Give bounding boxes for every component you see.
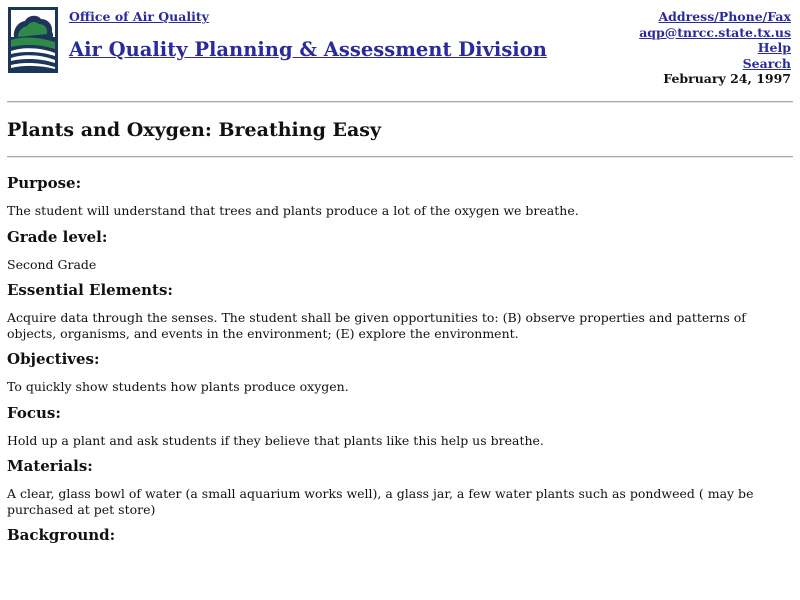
section-essential-elements xyxy=(7,279,787,348)
section-text: A clear, glass bowl of water (a small aquarium works well), a glass jar, a few water plants such as pondweed ( may be purchased at pet store) xyxy=(7,486,754,517)
email-link[interactable]: aqp@tnrcc.state.tx.us xyxy=(639,24,791,40)
section-background xyxy=(7,524,787,546)
help-link[interactable]: Help xyxy=(757,40,791,55)
section-materials xyxy=(7,455,787,524)
section-heading: Essential Elements: xyxy=(7,281,173,299)
lesson-content xyxy=(7,172,787,546)
header-nav xyxy=(639,9,791,87)
page-date: February 24, 1997 xyxy=(663,71,791,86)
search-link[interactable]: Search xyxy=(742,55,791,71)
division-link[interactable]: Air Quality Planning & Assessment Division xyxy=(69,38,547,61)
section-heading: Focus: xyxy=(7,403,61,422)
section-grade-level xyxy=(7,226,787,280)
section-purpose xyxy=(7,172,787,226)
section-heading: Purpose: xyxy=(7,174,82,192)
page-title: Plants and Oxygen: Breathing Easy xyxy=(7,119,381,141)
section-heading: Materials: xyxy=(7,457,93,475)
address-phone-fax-link[interactable]: Address/Phone/Fax xyxy=(658,9,791,24)
section-text: Second Grade xyxy=(7,256,97,272)
section-text: The student will understand that trees and plants produce a lot of the oxygen we breathe. xyxy=(7,203,579,218)
section-heading: Background: xyxy=(7,526,116,544)
section-text: Hold up a plant and ask students if they believe that plants like this help us breathe. xyxy=(7,432,544,448)
section-text: To quickly show students how plants produce oxygen. xyxy=(7,379,349,394)
tnrcc-logo-icon[interactable] xyxy=(8,7,58,73)
section-heading: Grade level: xyxy=(7,227,108,246)
title-divider xyxy=(7,156,793,158)
page-header xyxy=(0,0,800,100)
header-divider xyxy=(7,101,793,103)
section-text: Acquire data through the senses. The student shall be given opportunities to: (B) observe properties and patterns of objects, organisms, and events in the environment; (E) explore the environment. xyxy=(7,310,746,341)
office-of-air-quality-link[interactable]: Office of Air Quality xyxy=(69,9,209,24)
section-heading: Objectives: xyxy=(7,350,100,368)
section-objectives xyxy=(7,348,787,402)
section-focus xyxy=(7,402,787,456)
